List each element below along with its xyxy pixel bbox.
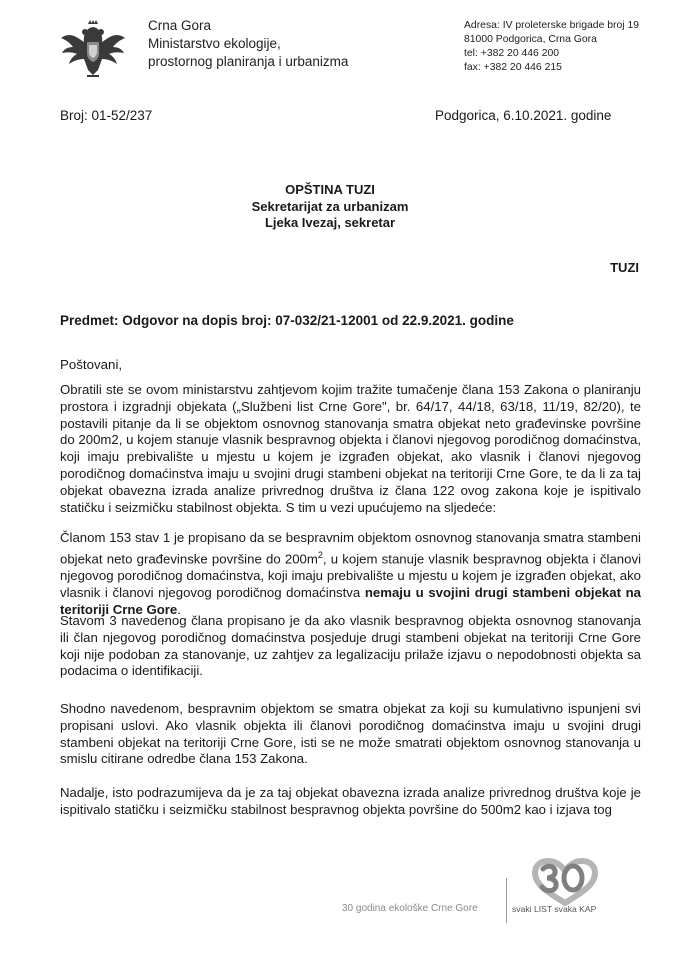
superscript-2: 2 (317, 549, 323, 560)
recipient-line2: Sekretarijat za urbanizam (251, 198, 409, 214)
contact-block (464, 19, 639, 75)
country-name: Crna Gora (148, 18, 212, 33)
address-line1: Adresa: IV proleterske brigade broj 19 (464, 20, 640, 31)
footer-divider (506, 878, 507, 923)
address-line2: 81000 Podgorica, Crna Gora (464, 34, 597, 45)
paragraph-5 (60, 785, 641, 819)
paragraph-2-part-b: , u kojem stanuje vlasnik bespravnog objekta i članovi njegovog porodičnog domaćinstva, koji imaju prebivalište u mjestu u kojem je izgrađen objekat, ako vlasnik i članovi njegovog porodičnog domaćinstva (60, 551, 641, 600)
document-number: Broj: 01-52/237 (60, 108, 153, 123)
double-headed-eagle-icon (58, 18, 128, 80)
paragraph-2-part-a: Članom 153 stav 1 je propisano da se bespravnim objektom osnovnog stanovanja smatra stambeni objekat neto građevinske površine do 200m (60, 530, 641, 567)
paragraph-3 (60, 613, 641, 680)
recipient-line1: OPŠTINA TUZI (285, 182, 375, 197)
place-and-date: Podgorica, 6.10.2021. godine (435, 108, 612, 123)
recipient-city: TUZI (610, 260, 639, 275)
footer-tagline: 30 godina ekološke Crne Gore (342, 903, 478, 914)
paragraph-4-text: Shodno navedenom, bespravnim objektom se smatra objekat za koji su kumulativno ispunjeni svi propisani uslovi. Ako vlasnik objekta ili članovi porodičnog domaćinstva imaju u svojini drugi stambeni objekat na teritoriji Crne Gore, isti se ne može smatrati objektom osnovnog stanovanja u smislu citirane odredbe člana 153 Zakona. (60, 701, 641, 767)
subject-line: Predmet: Odgovor na dopis broj: 07-032/21-12001 od 22.9.2021. godine (60, 313, 514, 328)
footer-slogan: svaki LIST svaka KAP (512, 904, 597, 914)
ministry-name-line1: Ministarstvo ekologije, (148, 36, 281, 51)
coat-of-arms-logo (58, 18, 128, 80)
paragraph-2-end: . (177, 601, 181, 617)
ministry-name-line2: prostornog planiranja i urbanizma (148, 54, 349, 69)
greeting: Poštovani, (60, 357, 123, 372)
fax-number: fax: +382 20 446 215 (464, 62, 562, 73)
heart-30-logo-icon (519, 857, 611, 907)
recipient-block (0, 182, 679, 232)
ministry-header (148, 17, 348, 71)
paragraph-3-text: Stavom 3 navedenog člana propisano je da ako vlasnik bespravnog objekta osnovnog stanovanja ili član njegovog porodičnog domaćinstva posjeduje drugi stambeni objekat na teritoriji Crne Gore koji nije podoban za stanovanje, uz zahtjev za legalizaciju prilaže izjavu o nepodobnosti objekta sa podacima o identifikaciji. (60, 613, 641, 679)
paragraph-5-text: Nadalje, isto podrazumijeva da je za taj objekat obavezna izrada analize privrednog društva koje je ispitivalo statičku i seizmičku stabilnost bespravnog objekta površine do 500m2 kao i izjava tog (60, 785, 641, 817)
paragraph-1 (60, 382, 641, 516)
paragraph-2-bold: nemaju u svojini drugi stambeni objekat na teritoriji Crne Gore (60, 584, 641, 617)
paragraph-1-text: Obratili ste se ovom ministarstvu zahtjevom kojim tražite tumačenje člana 153 Zakona o planiranju prostora i izgradnji objekata („Službeni list Crne Gore", br. 64/17, 44/18, 63/18, 11/19, 82/20), te postavili pitanje da li se objektom osnovnog stanovanja smatra objekat neto građevinske površine do 200m2, u kojem stanuje vlasnik bespravnog objekta i članovi njegovog porodičnog domaćinstva, koji imaju prebivalište u mjestu u kojem je izgrađen objekat, ako vlasnik i članovi njegovog porodičnog domaćinstva imaju u svojini drugi stambeni objekat na teritoriji Crne Gore, te da li za taj objekat obavezna izrada analize privrednog društva iz člana 122 ovog zakona koje je ispitivalo statičku i seizmičku stabilnost objekta. S tim u vezi upućujemo na sljedeće: (60, 382, 641, 515)
footer-logo (519, 857, 611, 907)
paragraph-2-text (60, 530, 641, 618)
paragraph-2 (60, 530, 641, 618)
phone-number: tel: +382 20 446 200 (464, 48, 560, 59)
recipient-line3: Ljeka Ivezaj, sekretar (264, 215, 396, 230)
paragraph-4 (60, 701, 641, 768)
